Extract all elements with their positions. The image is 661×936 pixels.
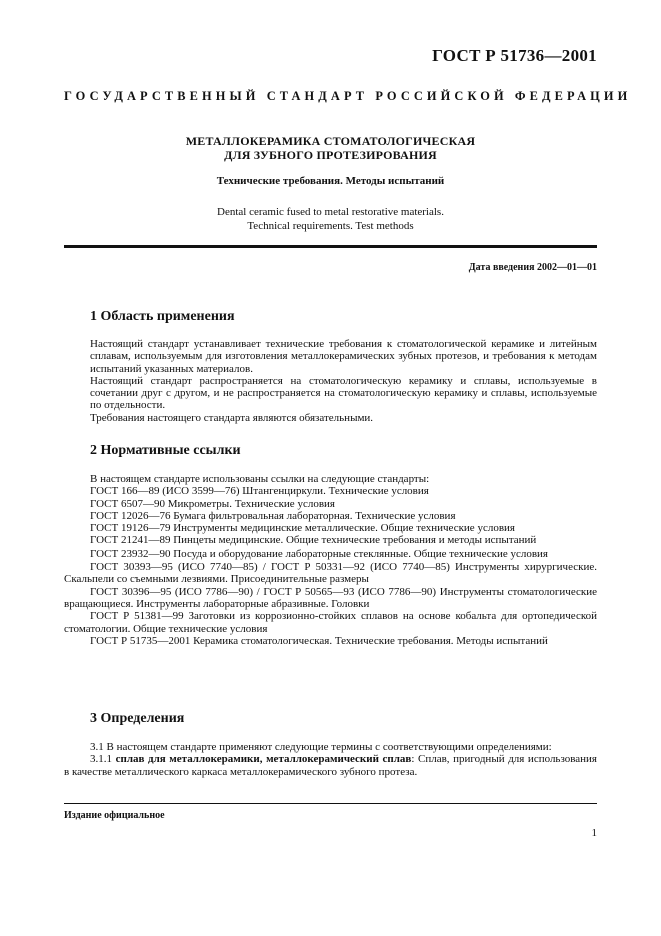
section-1-paragraph: Настоящий стандарт распространяется на стоматологическую керамику и сплавы, используемые в сочетании друг с другом, и не распространяется на стоматологическую керамику и сплавы, используемые по отдельности. [90,374,597,412]
reference-item: ГОСТ 12026—76 Бумага фильтровальная лабораторная. Технические условия [90,509,456,522]
state-standard-title: ГОСУДАРСТВЕННЫЙ СТАНДАРТ РОССИЙСКОЙ ФЕДЕРАЦИИ [64,89,632,103]
section-3-definition [64,753,597,778]
section-1-heading: 1 Область применения [90,309,235,324]
section-1-paragraph: Требования настоящего стандарта являются обязательными. [90,411,374,424]
section-1-paragraph: Настоящий стандарт устанавливает технические требования к стоматологической керамике и литейным сплавам, используемым для изготовления металлокерамических зубных протезов, и требования к методам испытаний указанных материалов. [90,338,597,375]
english-title-line-1: Dental ceramic fused to metal restorative materials. [217,206,444,218]
effective-date: Дата введения 2002—01—01 [468,262,597,273]
section-2-heading: 2 Нормативные ссылки [90,443,241,458]
definition-text: : Сплав, пригодный для использования в качестве металлического каркаса металлокерамического зубного протеза. [64,753,597,778]
reference-item: ГОСТ 21241—89 Пинцеты медицинские. Общие технические требования и методы испытаний [90,534,537,547]
reference-item: ГОСТ 23932—90 Посуда и оборудование лабораторные стеклянные. Общие технические условия [90,547,548,560]
definition-number: 3.1.1 [90,753,116,766]
document-code: ГОСТ Р 51736—2001 [432,46,597,65]
reference-item: ГОСТ Р 51735—2001 Керамика стоматологическая. Технические требования. Методы испытаний [90,634,548,647]
section-2-body [64,473,597,647]
edition-label: Издание официальное [64,810,165,821]
section-2-intro: В настоящем стандарте использованы ссылки на следующие стандарты: [90,473,430,485]
document-title [64,134,597,162]
footer-rule [64,803,597,804]
reference-item: ГОСТ 19126—79 Инструменты медицинские металлические. Общие технические условия [90,522,515,535]
section-1-body [90,338,597,424]
english-title-line-2: Technical requirements. Test methods [247,220,414,232]
title-line-1: МЕТАЛЛОКЕРАМИКА СТОМАТОЛОГИЧЕСКАЯ [185,134,476,148]
section-3-heading: 3 Определения [90,711,185,726]
section-3-body [64,741,597,778]
reference-item: ГОСТ 6507—90 Микрометры. Технические условия [90,497,335,510]
reference-item: ГОСТ 30393—95 (ИСО 7740—85) / ГОСТ Р 50331—92 (ИСО 7740—85) Инструменты хирургические. Скальпели со съемными лезвиями. Присоединительные размеры [64,561,597,586]
title-line-2: ДЛЯ ЗУБНОГО ПРОТЕЗИРОВАНИЯ [224,148,437,162]
document-subtitle: Технические требования. Методы испытаний [216,175,445,187]
definition-term: сплав для металлокерамики, металлокерамический сплав [115,753,412,766]
header-rule [64,245,597,248]
reference-item: ГОСТ Р 51381—99 Заготовки из коррозионно-стойких сплавов на основе кобальта для ортопедической стоматологии. Общие технические условия [64,610,597,635]
reference-item: ГОСТ 166—89 (ИСО 3599—76) Штангенциркули. Технические условия [90,485,429,498]
page-number: 1 [591,827,597,839]
english-title [64,205,597,233]
section-3-paragraph: 3.1 В настоящем стандарте применяют следующие термины с соответствующими определениями: [90,741,552,753]
reference-item: ГОСТ 30396—95 (ИСО 7786—90) / ГОСТ Р 50565—93 (ИСО 7786—90) Инструменты стоматологические вращающиеся. Инструменты лабораторные абразивные. Головки [64,585,597,610]
